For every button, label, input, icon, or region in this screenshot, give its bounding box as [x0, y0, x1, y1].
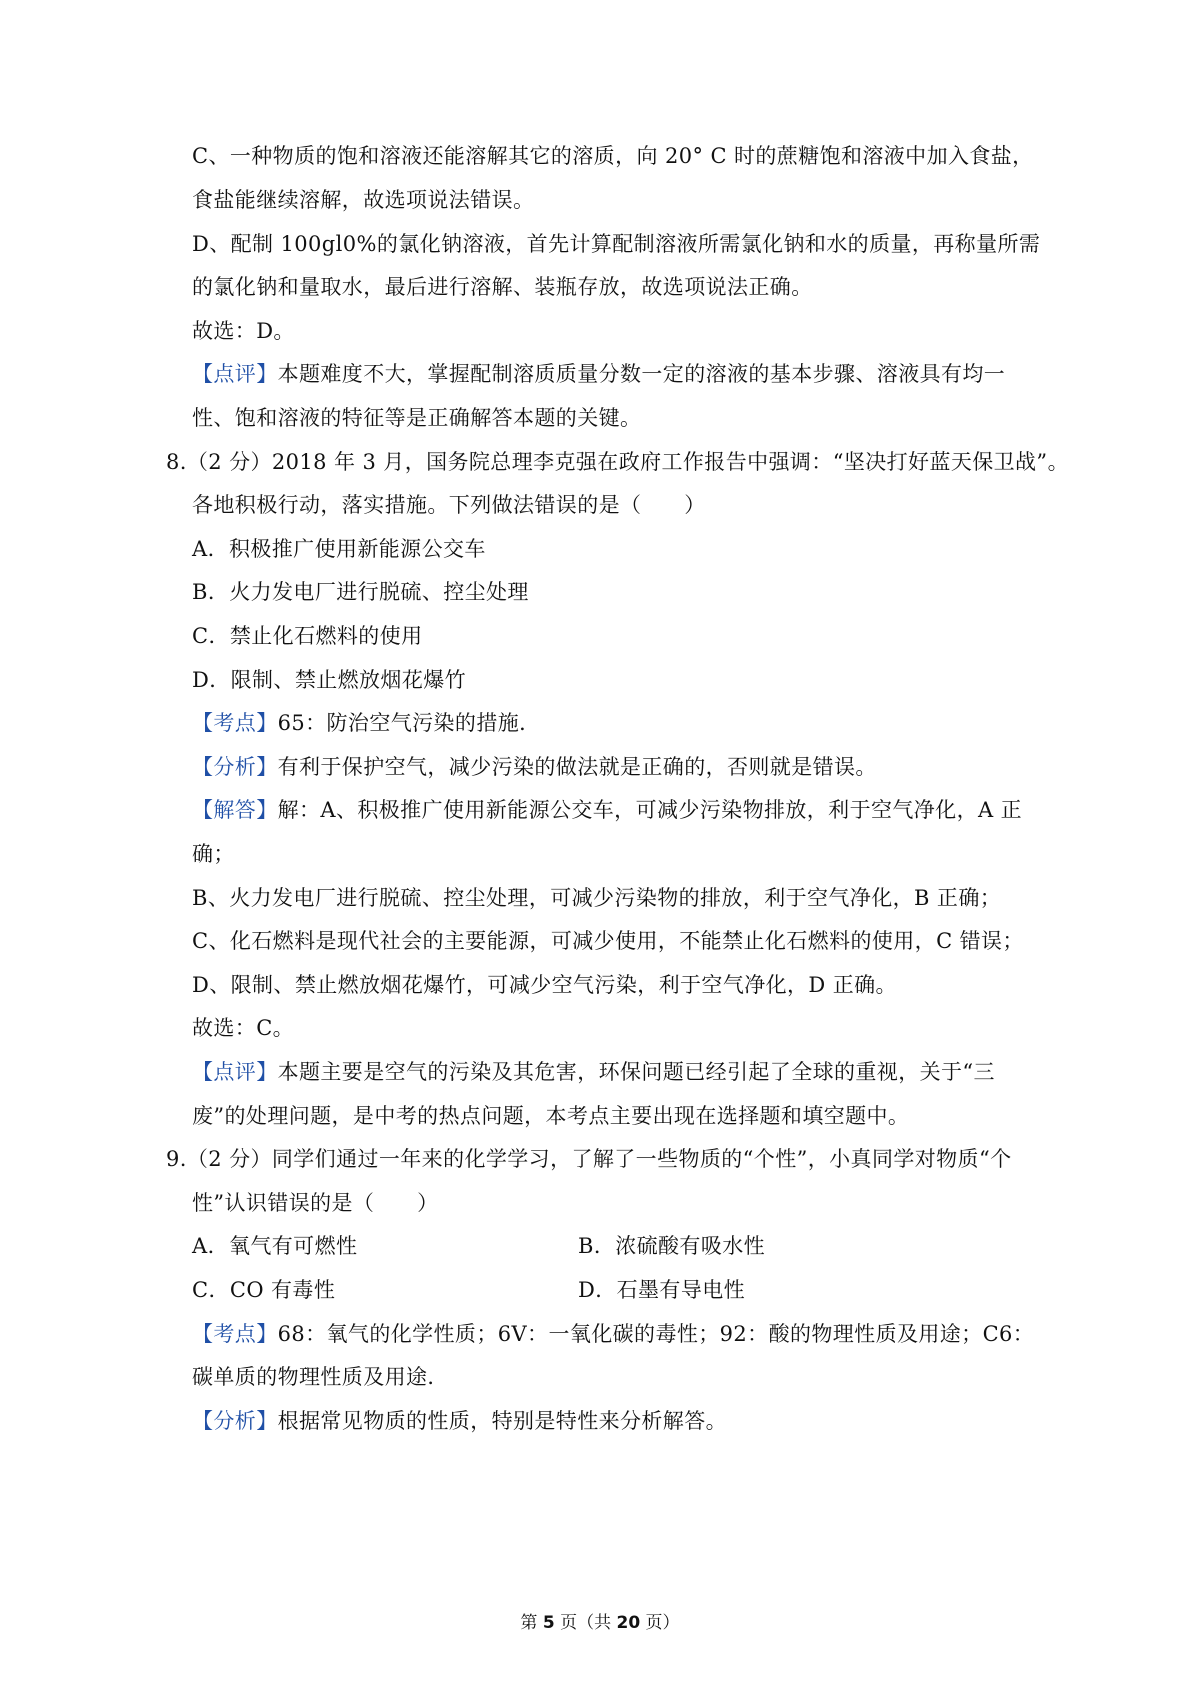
q8-jieda-d: D、限制、禁止燃放烟花爆竹，可减少空气污染，利于空气净化，D 正确。: [192, 973, 897, 997]
answer-prev: 故选：D。: [192, 319, 295, 343]
q8-kaodian: [192, 709, 541, 737]
comment-prev-line1: [192, 360, 1005, 388]
q9-kaodian-line2: 碳单质的物理性质及用途．: [192, 1365, 449, 1389]
fenxi-text: 有利于保护空气，减少污染的做法就是正确的，否则就是错误。: [277, 755, 877, 779]
q8-comment-line2: 废”的处理问题，是中考的热点问题，本考点主要出现在选择题和填空题中。: [192, 1104, 910, 1128]
q8-option-c: C．禁止化石燃料的使用: [192, 624, 423, 648]
q9-kaodian-line1: [192, 1320, 1034, 1348]
kaodian-tag: 【考点】: [192, 711, 278, 735]
q8-option-b: B．火力发电厂进行脱硫、控尘处理: [192, 580, 529, 604]
comment-text: 本题难度不大，掌握配制溶质质量分数一定的溶液的基本步骤、溶液具有均一: [277, 362, 1006, 386]
q9-stem-line2: 性”认识错误的是（ ）: [192, 1191, 439, 1215]
q8-stem-line1: 8.（2 分）2018 年 3 月，国务院总理李克强在政府工作报告中强调：“坚决打好蓝天保卫战”。: [166, 450, 1069, 474]
q8-stem-line2: 各地积极行动，落实措施。下列做法错误的是（ ）: [192, 493, 706, 517]
q8-option-a: A．积极推广使用新能源公交车: [192, 537, 486, 561]
footer-suffix: 页）: [640, 1613, 680, 1633]
q8-jieda-b: B、火力发电厂进行脱硫、控尘处理，可减少污染物的排放，利于空气净化，B 正确；: [192, 886, 1002, 910]
fenxi-tag: 【分析】: [192, 1409, 278, 1433]
jieda-tag: 【解答】: [192, 798, 278, 822]
comment-tag: 【点评】: [192, 1060, 278, 1084]
page-number: 5: [542, 1613, 555, 1633]
fenxi-text: 根据常见物质的性质，特别是特性来分析解答。: [277, 1409, 728, 1433]
comment-text: 本题主要是空气的污染及其危害，环保问题已经引起了全球的重视，关于“三: [277, 1060, 995, 1084]
q9-option-c: C．CO 有毒性: [192, 1278, 336, 1302]
option-d-explanation-line1: D、配制 100gl0%的氯化钠溶液，首先计算配制溶液所需氯化钠和水的质量，再称量所需: [192, 232, 1041, 256]
option-c-explanation-line2: 食盐能继续溶解，故选项说法错误。: [192, 188, 535, 212]
comment-prev-line2: 性、饱和溶液的特征等是正确解答本题的关键。: [192, 406, 642, 430]
q9-option-a: A．氧气有可燃性: [192, 1234, 358, 1258]
option-d-explanation-line2: 的氯化钠和量取水，最后进行溶解、装瓶存放，故选项说法正确。: [192, 275, 813, 299]
page-footer: [0, 1612, 1200, 1634]
q9-option-b: B．浓硫酸有吸水性: [578, 1234, 766, 1258]
q9-fenxi: [192, 1407, 727, 1435]
q8-answer: 故选：C。: [192, 1016, 295, 1040]
kaodian-text: 68：氧气的化学性质；6V：一氧化碳的毒性；92：酸的物理性质及用途；C6：: [277, 1322, 1035, 1346]
q8-fenxi: [192, 753, 877, 781]
q8-jieda-c: C、化石燃料是现代社会的主要能源，可减少使用，不能禁止化石燃料的使用，C 错误；: [192, 929, 1024, 953]
total-pages: 20: [616, 1613, 641, 1633]
comment-tag: 【点评】: [192, 362, 278, 386]
footer-middle: 页（共: [554, 1613, 617, 1633]
q8-comment-line1: [192, 1058, 995, 1086]
option-c-explanation-line1: C、一种物质的饱和溶液还能溶解其它的溶质，向 20° C 时的蔗糖饱和溶液中加入食盐，: [192, 144, 1034, 168]
q8-jieda-line2: 确；: [192, 842, 235, 866]
q8-jieda-line1: [192, 796, 1022, 824]
jieda-text: 解：A、积极推广使用新能源公交车，可减少污染物排放，利于空气净化，A 正: [277, 798, 1023, 822]
kaodian-text: 65：防治空气污染的措施．: [277, 711, 541, 735]
q9-stem-line1: 9.（2 分）同学们通过一年来的化学学习，了解了一些物质的“个性”，小真同学对物质“个: [166, 1147, 1012, 1171]
q8-option-d: D．限制、禁止燃放烟花爆竹: [192, 668, 467, 692]
footer-prefix: 第: [520, 1613, 543, 1633]
fenxi-tag: 【分析】: [192, 755, 278, 779]
q9-option-d: D．石墨有导电性: [578, 1278, 746, 1302]
kaodian-tag: 【考点】: [192, 1322, 278, 1346]
